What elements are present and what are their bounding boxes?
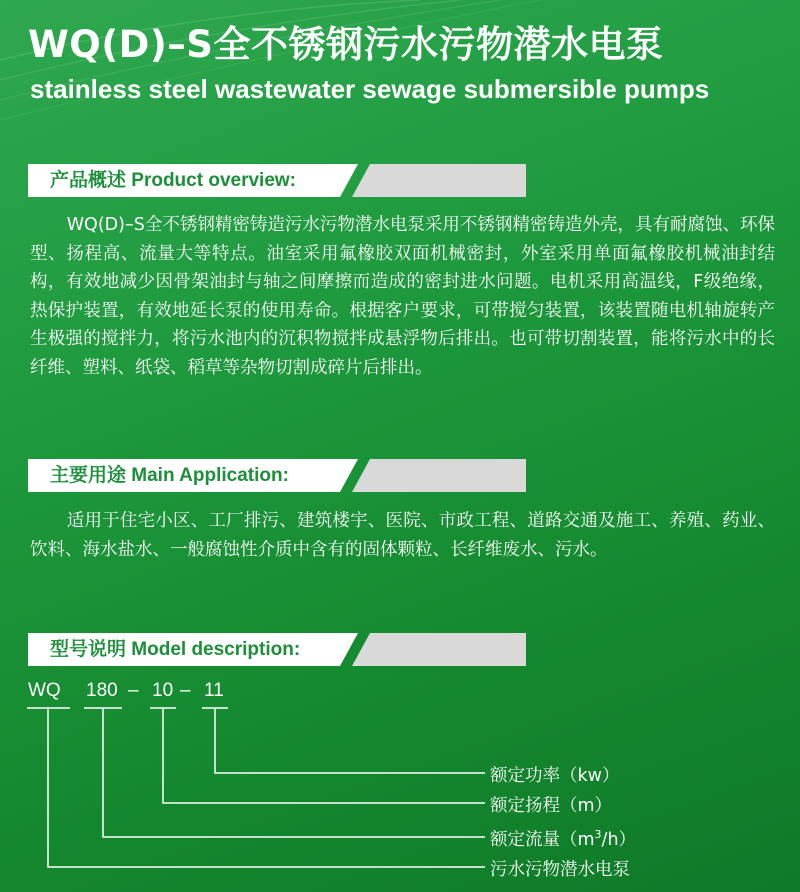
section-title-overview: 产品概述 Product overview:	[50, 170, 296, 191]
model-code-dash-1: –	[128, 680, 139, 701]
legend-rated-flow	[490, 826, 636, 851]
model-code-dash-2: –	[180, 680, 191, 701]
legend-rated-power: 额定功率（kw）	[490, 766, 620, 786]
legend-rated-head: 额定扬程（m）	[490, 796, 613, 816]
application-paragraph: 适用于住宅小区、工厂排污、建筑楼宇、医院、市政工程、道路交通及施工、养殖、药业、饮料、海水盐水、一般腐蚀性介质中含有的固体颗粒、长纤维废水、污水。	[30, 511, 775, 560]
section-header-overview	[28, 164, 526, 197]
section-header-gray-band	[344, 459, 526, 492]
page-subtitle: stainless steel wastewater sewage submersible pumps	[30, 74, 710, 104]
model-code-prefix: WQ	[28, 680, 61, 701]
page-title: WQ(D)–S全不锈钢污水污物潜水电泵	[28, 23, 664, 66]
section-header-model	[28, 633, 526, 666]
section-header-gray-band	[344, 164, 526, 197]
overview-paragraph: WQ(D)–S全不锈钢精密铸造污水污物潜水电泵采用不锈钢精密铸造外壳，具有耐腐蚀、环保型、扬程高、流量大等特点。油室采用氟橡胶双面机械密封，外室采用单面氟橡胶机械油封结构，有效地减少因骨架油封与轴之间摩擦而造成的密封进水问题。电机采用高温线，F级绝缘，热保护装置，有效地延长泵的使用寿命。根据客户要求，可带搅匀装置，该装置随电机轴旋转产生极强的搅拌力，将污水池内的沉积物搅拌成悬浮物后排出。也可带切割装置，能将污水中的长纤维、塑料、纸袋、稻草等杂物切割成碎片后排出。	[30, 215, 775, 378]
section-title-application: 主要用途 Main Application:	[50, 465, 289, 486]
legend-rated-flow-unit: /h）	[601, 830, 637, 850]
legend-pump-type: 污水污物潜水电泵	[490, 860, 630, 880]
connector-flow	[103, 708, 485, 837]
model-code-flow: 180	[86, 680, 118, 701]
section-header-application	[28, 459, 526, 492]
legend-rated-flow-superscript: 3	[594, 828, 602, 842]
section-header-gray-band	[344, 633, 526, 666]
connector-head	[163, 708, 485, 803]
model-code-head: 10	[152, 680, 174, 701]
legend-rated-flow-text: 额定流量（m	[490, 830, 595, 850]
section-title-model: 型号说明 Model description:	[50, 639, 301, 660]
connector-power	[215, 708, 485, 773]
connector-prefix	[48, 708, 485, 867]
model-code-power: 11	[204, 680, 224, 701]
